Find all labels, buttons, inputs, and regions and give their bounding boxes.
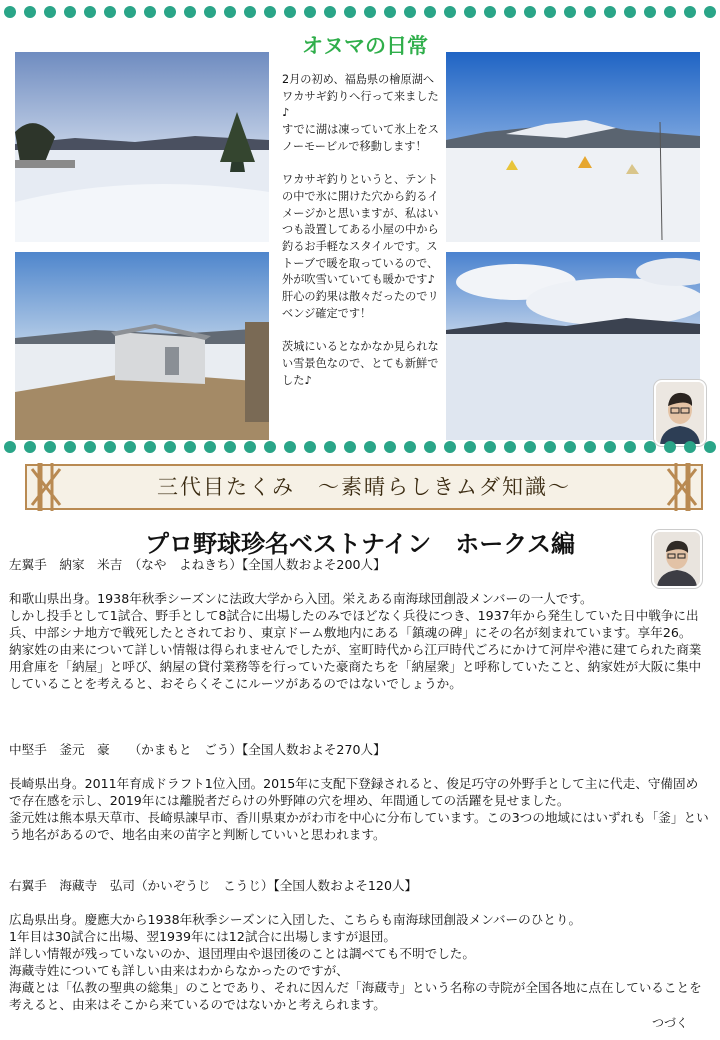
dot [344, 6, 356, 18]
player-3-body: 広島県出身。慶應大から1938年秋季シーズンに入団した、こちらも南海球団創設メンバーのひとり。 1年目は30試合に出場、翌1939年には12試合に出場しますが退団。 詳しい情報が残っていないのか、退団理由や退団後のことは調べても不明でした。 海藏寺姓についても詳しい由来はわからなかったのですが、 海蔵とは「仏教の聖典の総集」のことであり、それに因んだ「海蔵寺」という名称の寺院が全国各地に点在していることを考えると、由来はそこから来ているのではないかと考えられます。 [9, 912, 702, 1012]
dot [644, 6, 656, 18]
dot [544, 441, 556, 453]
dot [344, 441, 356, 453]
banner-title: 三代目たくみ ～素晴らしきムダ知識～ [157, 475, 571, 499]
dot [604, 441, 616, 453]
dot [684, 6, 696, 18]
dot [64, 441, 76, 453]
dot [304, 441, 316, 453]
dot [124, 6, 136, 18]
continued-label: つづく [652, 1016, 689, 1030]
dot [624, 441, 636, 453]
dot [64, 6, 76, 18]
dot [484, 6, 496, 18]
dot [44, 6, 56, 18]
dot [244, 441, 256, 453]
dot [484, 441, 496, 453]
dot [404, 6, 416, 18]
dot [544, 6, 556, 18]
dot [464, 441, 476, 453]
dot [24, 6, 36, 18]
dot [504, 6, 516, 18]
dot [224, 6, 236, 18]
dot [684, 441, 696, 453]
player-2-body: 長崎県出身。2011年育成ドラフト1位入団。2015年に支配下登録されると、俊足巧守の外野手として主に代走、守備固めで存在感を示し、2019年には離脱者だらけの外野陣の穴を埋め、年間通しての活躍を見せました。 釜元姓は熊本県天草市、長崎県諫早市、香川県東かがわ市を中心に分布しています。この3つの地域にはいずれも「釜」という地名があるので、地名由来の苗字と判断していいと思われます。 [9, 776, 709, 842]
dot [364, 441, 376, 453]
dot [584, 6, 596, 18]
player-1-heading: 左翼手 納家 米吉 （なや よねきち）【全国人数およそ200人】 [9, 557, 386, 572]
dot [84, 441, 96, 453]
dot [624, 6, 636, 18]
dot [524, 6, 536, 18]
dot [364, 6, 376, 18]
dot [24, 441, 36, 453]
dot [244, 6, 256, 18]
dot [384, 6, 396, 18]
dot [204, 441, 216, 453]
dot [4, 441, 16, 453]
dot [584, 441, 596, 453]
dot [144, 6, 156, 18]
photo-tents-on-ice [446, 52, 700, 242]
dot [304, 6, 316, 18]
dot [644, 441, 656, 453]
dot [424, 6, 436, 18]
dot [164, 441, 176, 453]
photo-snowy-lakeside [15, 52, 269, 242]
section-title-onuma: オヌマの日常 [302, 34, 428, 58]
dot [444, 6, 456, 18]
dot [264, 6, 276, 18]
dot [104, 441, 116, 453]
dot [704, 6, 716, 18]
dot [264, 441, 276, 453]
dot [4, 6, 16, 18]
dot [504, 441, 516, 453]
player-3-heading: 右翼手 海藏寺 弘司（かいぞうじ こうじ）【全国人数およそ120人】 [9, 878, 418, 893]
dot [324, 6, 336, 18]
dot [184, 441, 196, 453]
article-title: プロ野球珍名ベストナイン ホークス編 [144, 532, 576, 558]
dot [284, 441, 296, 453]
photo-fishing-hut [15, 252, 269, 440]
dot [464, 6, 476, 18]
dot [184, 6, 196, 18]
dot [44, 441, 56, 453]
author-avatar-onuma [654, 380, 706, 446]
dot [84, 6, 96, 18]
dot [224, 441, 236, 453]
dot [124, 441, 136, 453]
dot [564, 6, 576, 18]
dot [404, 441, 416, 453]
section-banner [24, 463, 704, 511]
dot [204, 6, 216, 18]
decorative-dot-border-top [0, 6, 720, 20]
player-1-body: 和歌山県出身。1938年秋季シーズンに法政大学から入団。栄えある南海球団創設メンバーの一人です。 しかし投手として1試合、野手として8試合に出場したのみでほどなく兵役につき、1937年から発生していた日中戦争に出兵、中部シナ地方で戦死したとされており、東京ドーム敷地内にある「鎮魂の碑」にその名が刻まれています。享年26。 納家姓の由来について詳しい情報は得られませんでしたが、室町時代から江戸時代ごろにかけて河岸や港に建てられた商業用倉庫を「納屋」と呼び、納屋の貸付業務等を行っていた豪商たちを「納屋衆」と呼称していたこと、納家姓が大阪に集中していることを考えると、おそらくそこにルーツがあるのではないでしょうか。 [9, 591, 702, 691]
dot [524, 441, 536, 453]
onuma-story-text: 2月の初め、福島県の檜原湖へワカサギ釣りへ行って来ました♪ すでに湖は凍っていて氷上をスノーモービルで移動します！ ワカサギ釣りというと、テントの中で氷に開けた穴から釣るイメージかと思いますが、私はいつも設置してある小屋の中から釣るお手軽なスタイルです。ストーブで暖を取っているので、外が吹雪いていても暖かです♪肝心の釣果は散々だったのでリベンジ確定です！ 茨城にいるとなかなか見られない雪景色なので、とても新鮮でした♪ [282, 73, 439, 387]
dot [324, 441, 336, 453]
dot [424, 441, 436, 453]
dot [664, 6, 676, 18]
dot [664, 441, 676, 453]
decorative-dot-border-middle [0, 441, 720, 455]
dot [604, 6, 616, 18]
dot [704, 441, 716, 453]
dot [284, 6, 296, 18]
dot [104, 6, 116, 18]
player-2-heading: 中堅手 釜元 豪 （かまもと ごう）【全国人数およそ270人】 [9, 742, 386, 757]
dot [144, 441, 156, 453]
dot [564, 441, 576, 453]
dot [384, 441, 396, 453]
dot [164, 6, 176, 18]
dot [444, 441, 456, 453]
